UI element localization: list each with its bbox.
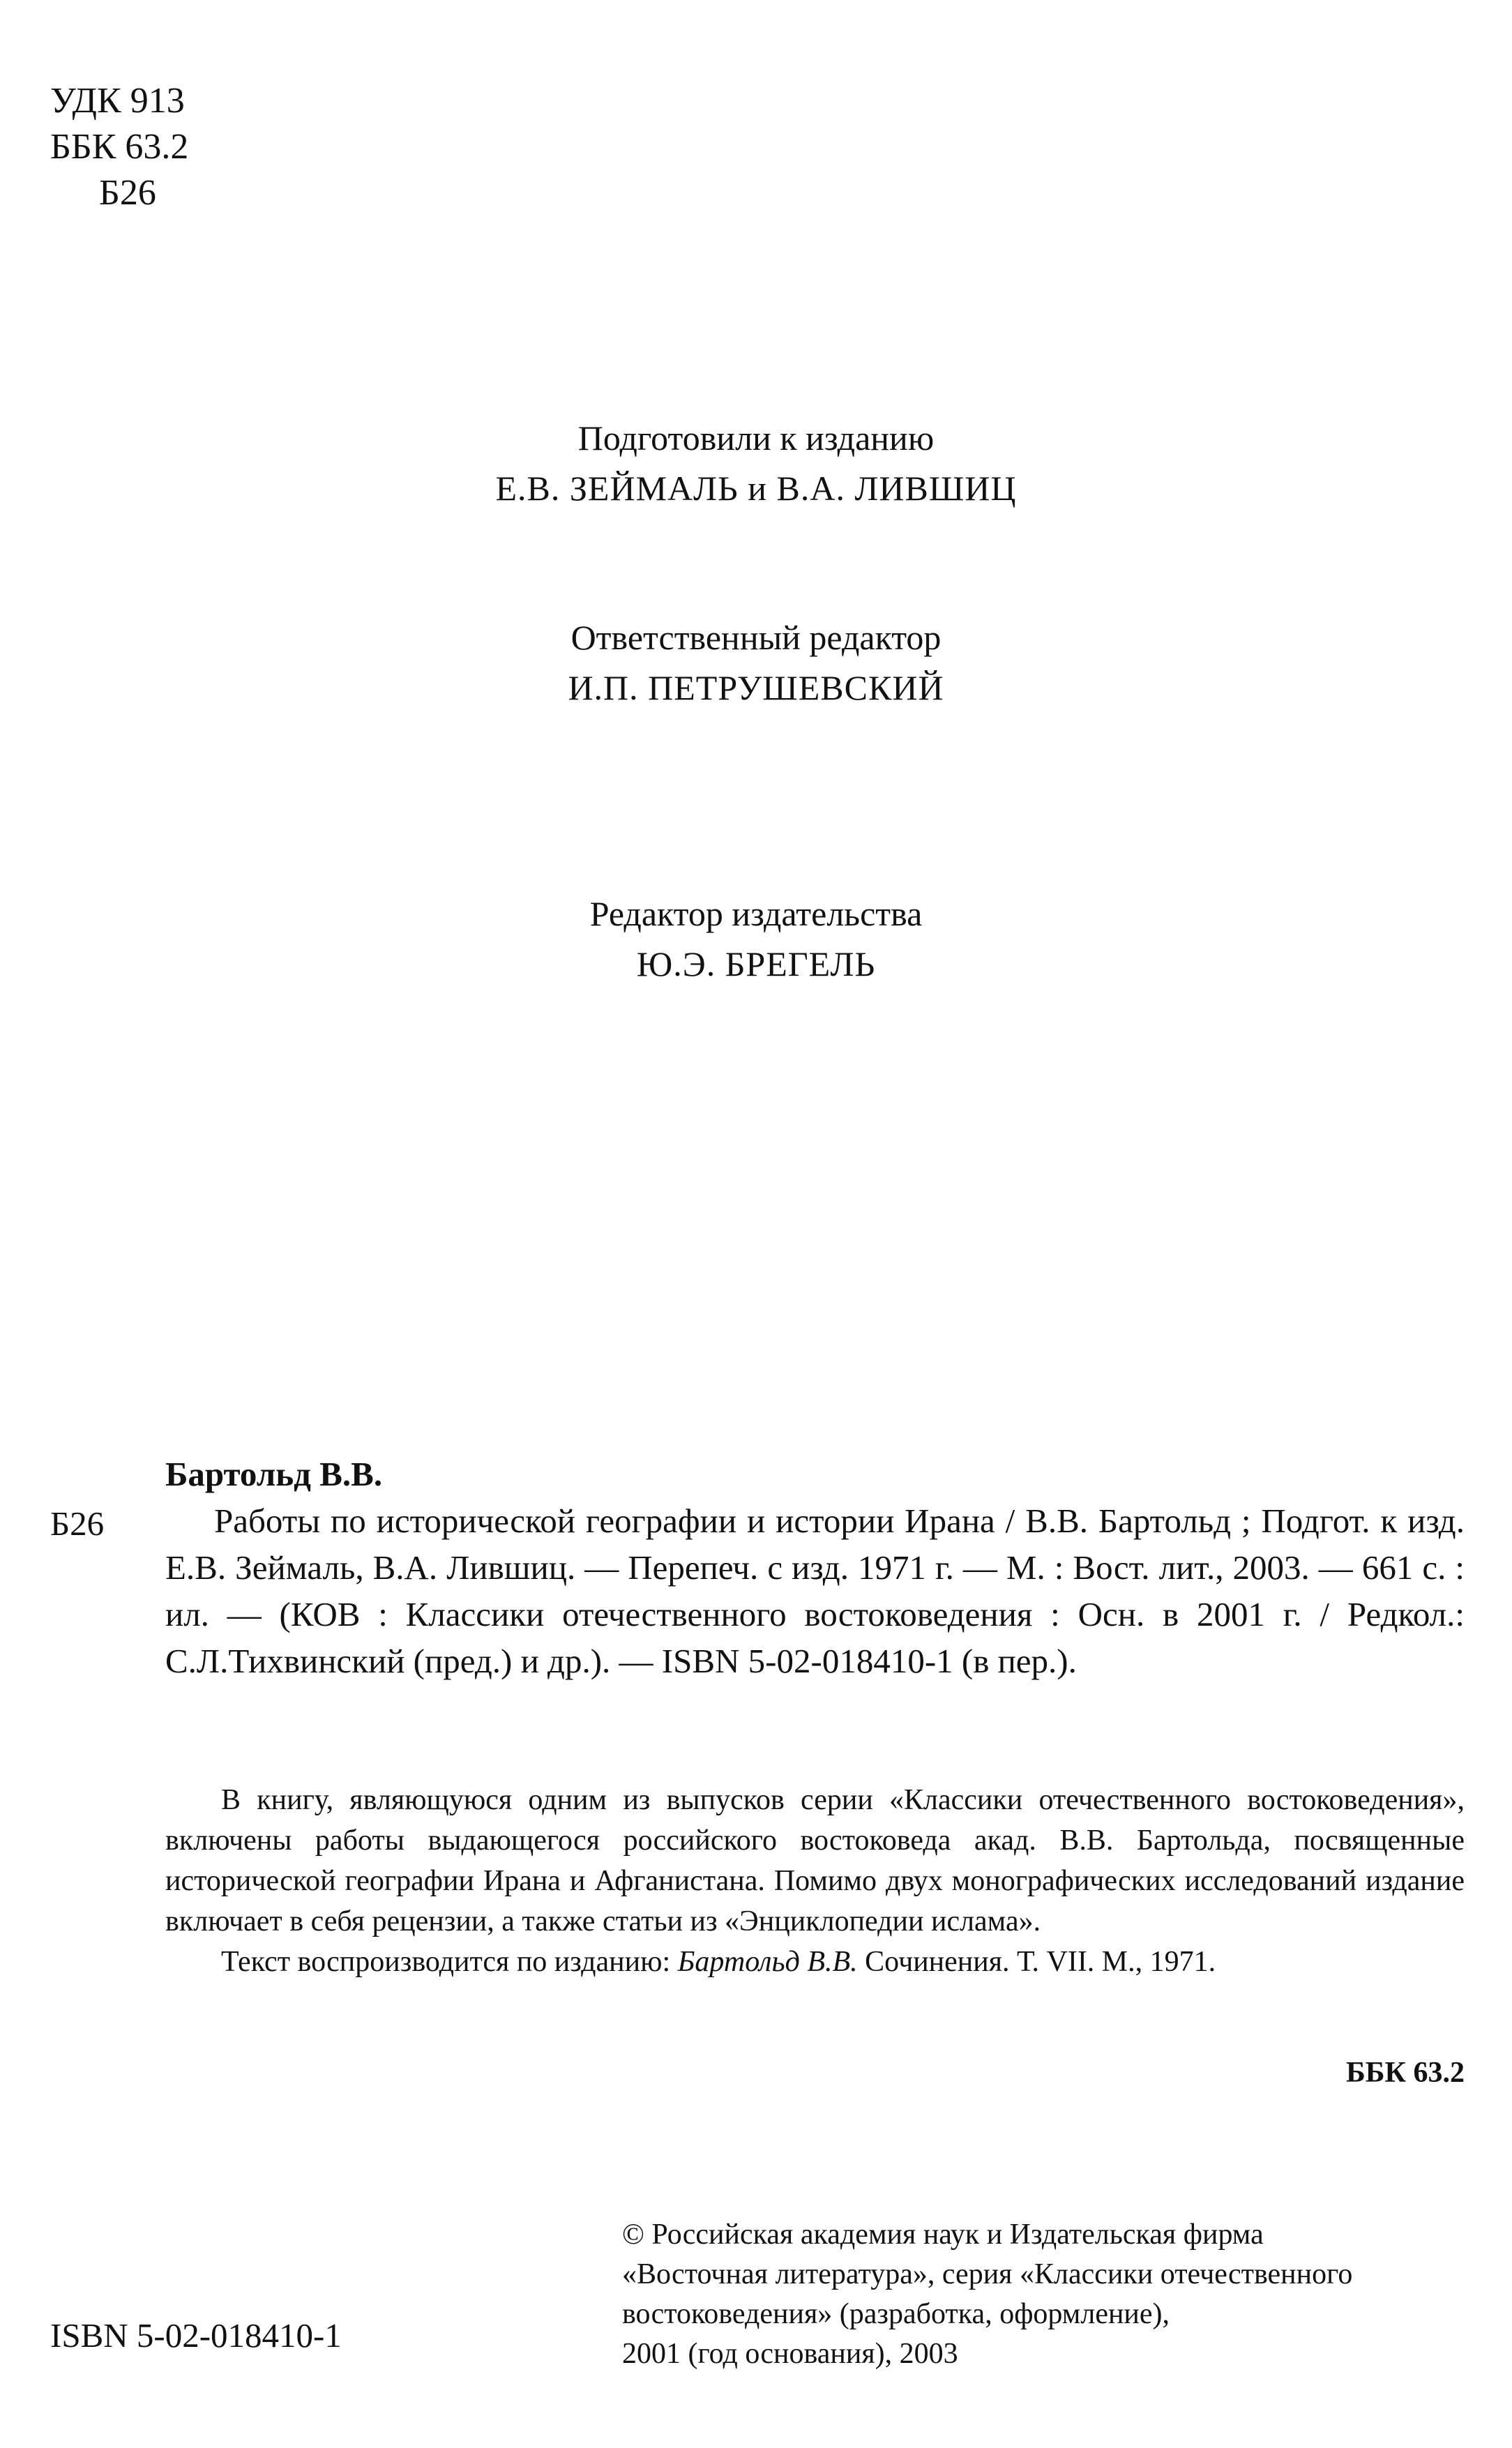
- source-rest: Сочинения. Т. VII. М., 1971.: [857, 1946, 1216, 1978]
- bibliographic-record: [165, 1451, 1465, 1684]
- bbk-bottom: ББК 63.2: [1346, 2057, 1465, 2089]
- source-prefix: Текст воспроизводится по изданию:: [221, 1946, 678, 1978]
- credit-names: Ю.Э. БРЕГЕЛЬ: [636, 944, 876, 983]
- copyright-line: 2001 (год основания), 2003: [622, 2338, 958, 2370]
- credit-role: Ответственный редактор: [570, 618, 942, 657]
- credit-publisher-editor: [0, 889, 1512, 989]
- credit-role: Подготовили к изданию: [577, 418, 935, 458]
- copyright-line: «Восточная литература», серия «Классики отечественного: [622, 2258, 1353, 2290]
- annotation-text: В книгу, являющуюся одним из выпусков серии «Классики отечественного востоковедения», включены работы выдающегося российского востоковеда акад. В.В. Бартольда, посвященные исторической географии Ирана и Афганистана. Помимо двух монографических исследований издание включает в себя рецензии, а также статьи из «Энциклопедии ислама».: [165, 1784, 1465, 1937]
- source-author: Бартольд В.В.: [677, 1946, 858, 1978]
- credit-names: И.П. ПЕТРУШЕВСКИЙ: [568, 668, 944, 707]
- classification-codes: [50, 78, 188, 216]
- credit-names: Е.В. ЗЕЙМАЛЬ и В.А. ЛИВШИЦ: [495, 469, 1017, 508]
- credit-editor: [0, 612, 1512, 713]
- copyright-block: [622, 2215, 1465, 2374]
- annotation: [165, 1780, 1465, 1982]
- bibliography-text: Работы по исторической географии и истории Ирана / В.В. Бартольд ; Подгот. к изд. Е.В. Зеймаль, В.А. Лившиц. — Перепеч. с изд. 1971 г. — М. : Вост. лит., 2003. — 661 с. : ил. — (КОВ : Классики отечественного востоковедения : Осн. в 2001 г. / Редкол.: С.Л.Тихвинский (пред.) и др.). — ISBN 5-02-018410-1 (в пер.).: [165, 1502, 1465, 1680]
- author-mark: Б26: [99, 173, 156, 213]
- isbn: ISBN 5-02-018410-1: [50, 2316, 342, 2355]
- bibliography-code: Б26: [50, 1504, 105, 1543]
- source-note: [165, 1942, 1465, 1982]
- bibliography-author: Бартольд В.В.: [165, 1455, 383, 1493]
- credit-preparers: [0, 413, 1512, 513]
- bbk-code: ББК 63.2: [50, 127, 189, 167]
- credit-role: Редактор издательства: [589, 894, 923, 933]
- copyright-line: востоковедения» (разработка, оформление),: [622, 2298, 1170, 2330]
- udk-code: УДК 913: [50, 81, 185, 121]
- copyright-line: © Российская академия наук и Издательская фирма: [622, 2219, 1264, 2251]
